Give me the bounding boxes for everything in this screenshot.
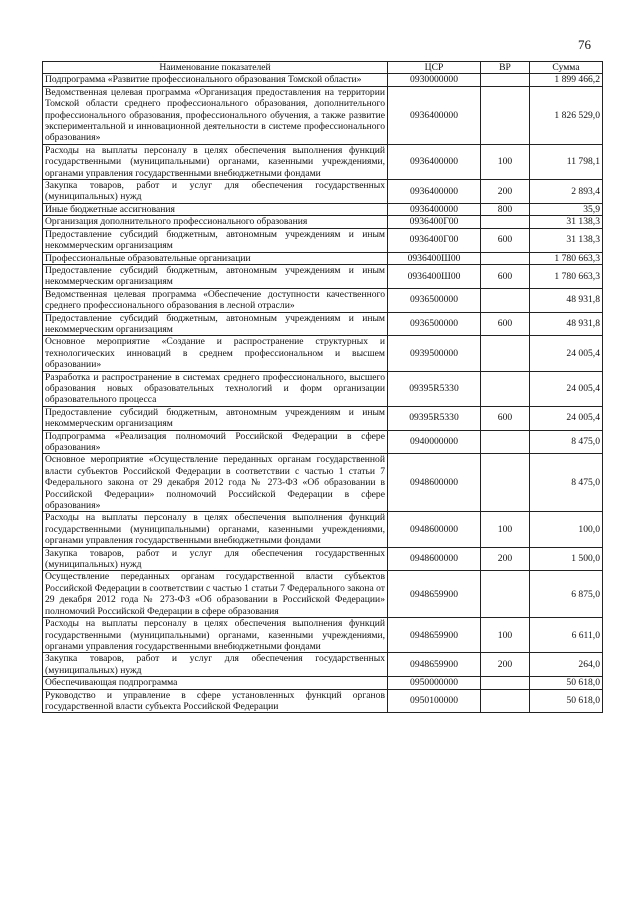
cell-name: Подпрограмма «Реализация полномочий Российской Федерации в сфере образования» — [43, 430, 388, 454]
cell-csr: 0936400Ш00 — [388, 264, 481, 288]
cell-csr: 0939500000 — [388, 336, 481, 371]
cell-vr — [481, 454, 530, 512]
cell-name: Организация дополнительного профессионального образования — [43, 216, 388, 228]
cell-csr: 0948600000 — [388, 512, 481, 547]
table-row — [43, 406, 603, 430]
cell-name: Закупка товаров, работ и услуг для обеспечения государственных (муниципальных) нужд — [43, 180, 388, 204]
table-row — [43, 336, 603, 371]
cell-csr: 0936500000 — [388, 288, 481, 312]
cell-csr: 0948600000 — [388, 454, 481, 512]
table-row — [43, 547, 603, 571]
cell-sum: 6 611,0 — [530, 618, 603, 653]
cell-name: Предоставление субсидий бюджетным, автономным учреждениям и иным некоммерческим организациям — [43, 312, 388, 336]
page-number: 76 — [578, 37, 591, 52]
table-row — [43, 618, 603, 653]
table-header — [43, 62, 603, 74]
cell-sum: 50 618,0 — [530, 689, 603, 713]
cell-name: Основное мероприятие «Создание и распространение структурных и технологических инноваций в среднем профессиональном и высшем образовании» — [43, 336, 388, 371]
table-row — [43, 74, 603, 86]
cell-csr: 0936400Г00 — [388, 228, 481, 252]
table-row — [43, 228, 603, 252]
table-row — [43, 677, 603, 689]
cell-vr: 200 — [481, 653, 530, 677]
cell-csr: 0936400000 — [388, 86, 481, 144]
cell-csr: 09395R5330 — [388, 406, 481, 430]
cell-vr — [481, 430, 530, 454]
cell-vr: 100 — [481, 144, 530, 179]
cell-name: Осуществление переданных органам государственной власти субъектов Российской Федерации в соответствии с частью 1 статьи 7 Федерального закона от 29 декабря 2012 года № 273-ФЗ «Об образовании в Российской Федерации» полномочий Российской Федерации в сфере образования — [43, 571, 388, 618]
cell-sum: 1 500,0 — [530, 547, 603, 571]
cell-csr: 0948659900 — [388, 653, 481, 677]
cell-sum: 6 875,0 — [530, 571, 603, 618]
cell-sum: 2 893,4 — [530, 180, 603, 204]
cell-vr: 600 — [481, 264, 530, 288]
cell-vr — [481, 336, 530, 371]
cell-vr — [481, 677, 530, 689]
cell-sum: 31 138,3 — [530, 228, 603, 252]
cell-csr: 0936400Г00 — [388, 216, 481, 228]
cell-name: Предоставление субсидий бюджетным, автономным учреждениям и иным некоммерческим организациям — [43, 406, 388, 430]
cell-vr: 100 — [481, 618, 530, 653]
cell-name: Руководство и управление в сфере установленных функций органов государственной власти субъекта Российской Федерации — [43, 689, 388, 713]
cell-name: Основное мероприятие «Осуществление переданных органам государственной власти субъектов Российской Федерации в соответствии с частью 1 статьи 7 Федерального закона от 29 декабря 2012 года № 273-ФЗ «Об образовании в Российской Федерации» полномочий Российской Федерации в сфере образования» — [43, 454, 388, 512]
cell-vr: 100 — [481, 512, 530, 547]
cell-name: Обеспечивающая подпрограмма — [43, 677, 388, 689]
cell-name: Профессиональные образовательные организации — [43, 252, 388, 264]
table-row — [43, 430, 603, 454]
cell-csr: 0948600000 — [388, 547, 481, 571]
header-sum: Сумма — [530, 62, 603, 74]
table-row — [43, 252, 603, 264]
cell-sum: 1 826 529,0 — [530, 86, 603, 144]
cell-sum: 24 005,4 — [530, 406, 603, 430]
table-row — [43, 653, 603, 677]
cell-csr: 0948659900 — [388, 618, 481, 653]
cell-csr: 0930000000 — [388, 74, 481, 86]
cell-sum: 35,9 — [530, 203, 603, 215]
cell-csr: 0950000000 — [388, 677, 481, 689]
cell-name: Подпрограмма «Развитие профессионального образования Томской области» — [43, 74, 388, 86]
cell-csr: 0936400Ш00 — [388, 252, 481, 264]
cell-sum: 100,0 — [530, 512, 603, 547]
table-row — [43, 371, 603, 406]
table-row — [43, 689, 603, 713]
cell-vr — [481, 86, 530, 144]
cell-vr — [481, 216, 530, 228]
cell-name: Иные бюджетные ассигнования — [43, 203, 388, 215]
cell-name: Закупка товаров, работ и услуг для обеспечения государственных (муниципальных) нужд — [43, 653, 388, 677]
table-row — [43, 144, 603, 179]
table-row — [43, 288, 603, 312]
cell-vr — [481, 571, 530, 618]
table-row — [43, 203, 603, 215]
cell-name: Предоставление субсидий бюджетным, автономным учреждениям и иным некоммерческим организациям — [43, 264, 388, 288]
cell-vr: 200 — [481, 180, 530, 204]
cell-csr: 0948659900 — [388, 571, 481, 618]
cell-sum: 1 780 663,3 — [530, 264, 603, 288]
table-row — [43, 571, 603, 618]
cell-csr: 0940000000 — [388, 430, 481, 454]
cell-vr: 600 — [481, 228, 530, 252]
cell-sum: 8 475,0 — [530, 430, 603, 454]
cell-vr — [481, 371, 530, 406]
header-row — [43, 62, 603, 74]
table-row — [43, 86, 603, 144]
cell-sum: 48 931,8 — [530, 288, 603, 312]
cell-sum: 11 798,1 — [530, 144, 603, 179]
cell-csr: 0936400000 — [388, 203, 481, 215]
header-csr: ЦСР — [388, 62, 481, 74]
table-row — [43, 216, 603, 228]
cell-vr: 600 — [481, 312, 530, 336]
cell-name: Закупка товаров, работ и услуг для обеспечения государственных (муниципальных) нужд — [43, 547, 388, 571]
table-row — [43, 454, 603, 512]
budget-table — [42, 61, 603, 713]
cell-name: Разработка и распространение в системах среднего профессионального, высшего образования новых образовательных технологий и форм организации образовательного процесса — [43, 371, 388, 406]
header-vr: ВР — [481, 62, 530, 74]
cell-vr: 600 — [481, 406, 530, 430]
cell-sum: 8 475,0 — [530, 454, 603, 512]
cell-csr: 0936400000 — [388, 144, 481, 179]
cell-sum: 24 005,4 — [530, 371, 603, 406]
cell-sum: 1 780 663,3 — [530, 252, 603, 264]
cell-vr: 200 — [481, 547, 530, 571]
cell-sum: 24 005,4 — [530, 336, 603, 371]
cell-sum: 50 618,0 — [530, 677, 603, 689]
table-row — [43, 312, 603, 336]
cell-sum: 1 899 466,2 — [530, 74, 603, 86]
cell-vr — [481, 74, 530, 86]
table-row — [43, 180, 603, 204]
table-row — [43, 512, 603, 547]
cell-vr — [481, 252, 530, 264]
cell-sum: 48 931,8 — [530, 312, 603, 336]
cell-sum: 264,0 — [530, 653, 603, 677]
cell-csr: 0950100000 — [388, 689, 481, 713]
cell-csr: 09395R5330 — [388, 371, 481, 406]
cell-csr: 0936500000 — [388, 312, 481, 336]
table-row — [43, 264, 603, 288]
header-name: Наименование показателей — [43, 62, 388, 74]
cell-name: Ведомственная целевая программа «Организация предоставления на территории Томской области среднего профессионального образования, дополнительного профессионального образования, профессионального обучения, а также развитие экспериментальной и инновационной деятельности в системе профессионального образования» — [43, 86, 388, 144]
cell-vr — [481, 288, 530, 312]
cell-name: Расходы на выплаты персоналу в целях обеспечения выполнения функций государственными (муниципальными) органами, казенными учреждениями, органами управления государственными внебюджетными фондами — [43, 512, 388, 547]
cell-csr: 0936400000 — [388, 180, 481, 204]
cell-sum: 31 138,3 — [530, 216, 603, 228]
cell-name: Ведомственная целевая программа «Обеспечение доступности качественного среднего профессионального образования в лесной отрасли» — [43, 288, 388, 312]
cell-vr: 800 — [481, 203, 530, 215]
cell-name: Предоставление субсидий бюджетным, автономным учреждениям и иным некоммерческим организациям — [43, 228, 388, 252]
table-body — [43, 74, 603, 713]
cell-name: Расходы на выплаты персоналу в целях обеспечения выполнения функций государственными (муниципальными) органами, казенными учреждениями, органами управления государственными внебюджетными фондами — [43, 618, 388, 653]
cell-vr — [481, 689, 530, 713]
cell-name: Расходы на выплаты персоналу в целях обеспечения выполнения функций государственными (муниципальными) органами, казенными учреждениями, органами управления государственными внебюджетными фондами — [43, 144, 388, 179]
